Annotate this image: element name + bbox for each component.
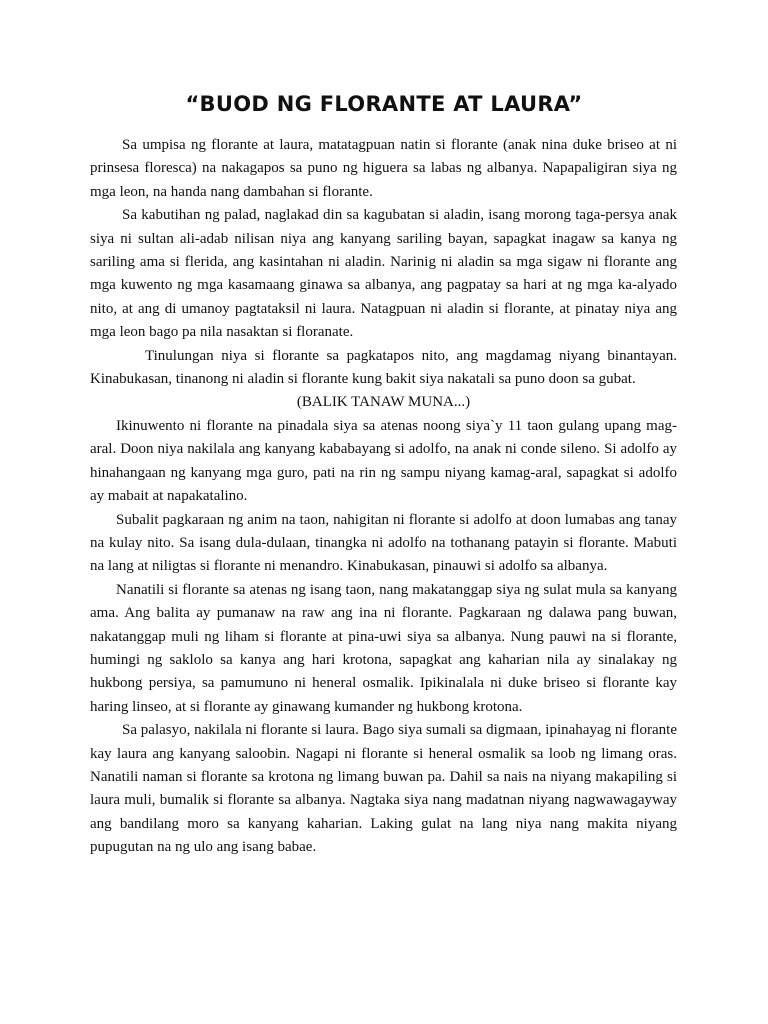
paragraph: Sa palasyo, nakilala ni florante si laura. Bago siya sumali sa digmaan, ipinahayag ni florante kay laura ang kanyang saloobin. Nagapi ni florante si heneral osmalik sa loob ng limang oras. Nanatili naman si florante sa krotona ng limang buwan pa. Dahil sa nais na niyang makapiling si laura muli, bumalik si florante sa albanya. Nagtaka siya nang madatnan niyang nagwawagayway ang bandilang moro sa kanyang kaharian. Laking gulat na lang niya nang makita niyang pupugutan na ng ulo ang isang babae. <box>90 722 677 856</box>
paragraph: Tinulungan niya si florante sa pagkatapos nito, ang magdamag niyang binantayan. Kinabukasan, tinanong ni aladin si florante kung bakit siya nakatali sa puno doon sa gubat. <box>90 347 677 388</box>
document-body <box>90 134 677 860</box>
page-title: “BUOD NG FLORANTE AT LAURA” <box>185 92 583 116</box>
paragraph: Ikinuwento ni florante na pinadala siya sa atenas noong siya`y 11 taon gulang upang mag-aral. Doon niya nakilala ang kanyang kababayang si adolfo, na anak ni conde sileno. Si adolfo ay hinahangaan ng kanyang mga guro, pati na rin ng sampu niyang kamag-aral, sapagkat si adolfo ay mabait at napakatalino. <box>90 417 677 505</box>
paragraph: Sa umpisa ng florante at laura, matatagpuan natin si florante (anak nina duke briseo at ni prinsesa floresca) na nakagapos sa puno ng higuera sa labas ng albanya. Napapaligiran siya ng mga leon, na handa nang dambahan si florante. <box>90 137 677 200</box>
paragraph: Sa kabutihan ng palad, naglakad din sa kagubatan si aladin, isang morong taga-persya anak siya ni sultan ali-adab nilisan niya ang kanyang sariling bayan, sapagkat inagaw sa kanya ng sariling ama si flerida, ang kasintahan ni aladin. Narinig ni aladin sa mga sigaw ni florante ang mga kuwento ng mga kasamaang ginawa sa albanya, ang pagpatay sa hari at ng mga ka-alyado nito, at ang di umanoy pagtataksil ni laura. Natagpuan ni aladin si florante, at pinatay niya ang mga leon bago pa nila nasaktan si floranate. <box>90 207 677 341</box>
paragraph: Subalit pagkaraan ng anim na taon, nahigitan ni florante si adolfo at doon lumabas ang tanay na kulay nito. Sa isang dula-dulaan, tinangka ni adolfo na tothanang patayin si florante. Mabuti na lang at niligtas si florante ni menandro. Kinabukasan, pinauwi si adolfo sa albanya. <box>90 511 677 575</box>
paragraph: Nanatili si florante sa atenas ng isang taon, nang makatanggap siya ng sulat mula sa kanyang ama. Ang balita ay pumanaw na raw ang ina ni florante. Pagkaraan ng dalawa pang buwan, nakatanggap muli ng liham si florante at pina-uwi siya sa albanya. Nung pauwi na si florante, humingi ng saklolo sa kanya ang hari krotona, sapagkat ang kaharian nila ay sinalakay ng hukbong persiya, sa pamumuno ni heneral osmalik. Ipikinalala ni duke briseo si florante kay haring linseo, at si florante ay ginawang kumander ng hukbong krotona. <box>90 581 677 715</box>
section-heading: (BALIK TANAW MUNA...) <box>296 394 471 411</box>
